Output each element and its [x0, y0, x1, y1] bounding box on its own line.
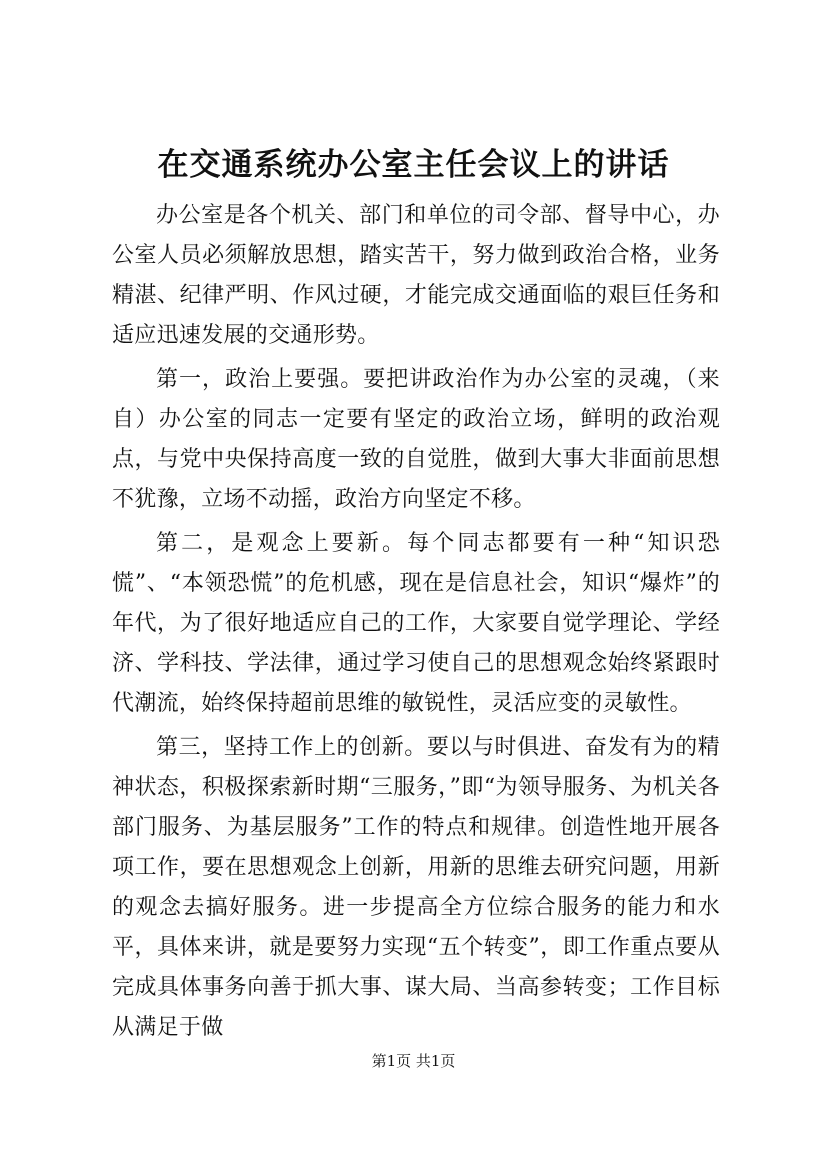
- document-body: [112, 196, 720, 1048]
- document-title: 在交通系统办公室主任会议上的讲话: [157, 147, 670, 183]
- paragraph-intro: 办公室是各个机关、部门和单位的司令部、督导中心，办公室人员必须解放思想，踏实苦干，努力做到政治合格，业务精湛、纪律严明、作风过硬，才能完成交通面临的艰巨任务和适应迅速发展的交通形势。: [112, 203, 720, 348]
- paragraph-innovation: 第三，坚持工作上的创新。要以与时俱进、奋发有为的精神状态，积极探索新时期“三服务，”即“为领导服务、为机关各部门服务、为基层服务”工作的特点和规律。创造性地开展各项工作，要在思想观念上创新，用新的思维去研究问题，用新的观念去搞好服务。进一步提高全方位综合服务的能力和水平，具体来讲，就是要努力实现“五个转变”，即工作重点要从完成具体事务向善于抓大事、谋大局、当高参转变；工作目标从满足于做: [112, 735, 720, 1040]
- paragraph-politics: 第一，政治上要强。要把讲政治作为办公室的灵魂，（来自）办公室的同志一定要有坚定的政治立场，鲜明的政治观点，与党中央保持高度一致的自觉胜，做到大事大非面前思想不犹豫，立场不动摇，政治方向坚定不移。: [112, 367, 720, 512]
- paragraph-concepts: 第二，是观念上要新。每个同志都要有一种“知识恐慌”、“本领恐慌”的危机感，现在是信息社会，知识“爆炸”的年代，为了很好地适应自己的工作，大家要自觉学理论、学经济、学科技、学法律，通过学习使自己的思想观念始终紧跟时代潮流，始终保持超前思维的敏锐性，灵活应变的灵敏性。: [112, 531, 720, 716]
- page-footer: 第1页 共1页: [371, 1052, 456, 1070]
